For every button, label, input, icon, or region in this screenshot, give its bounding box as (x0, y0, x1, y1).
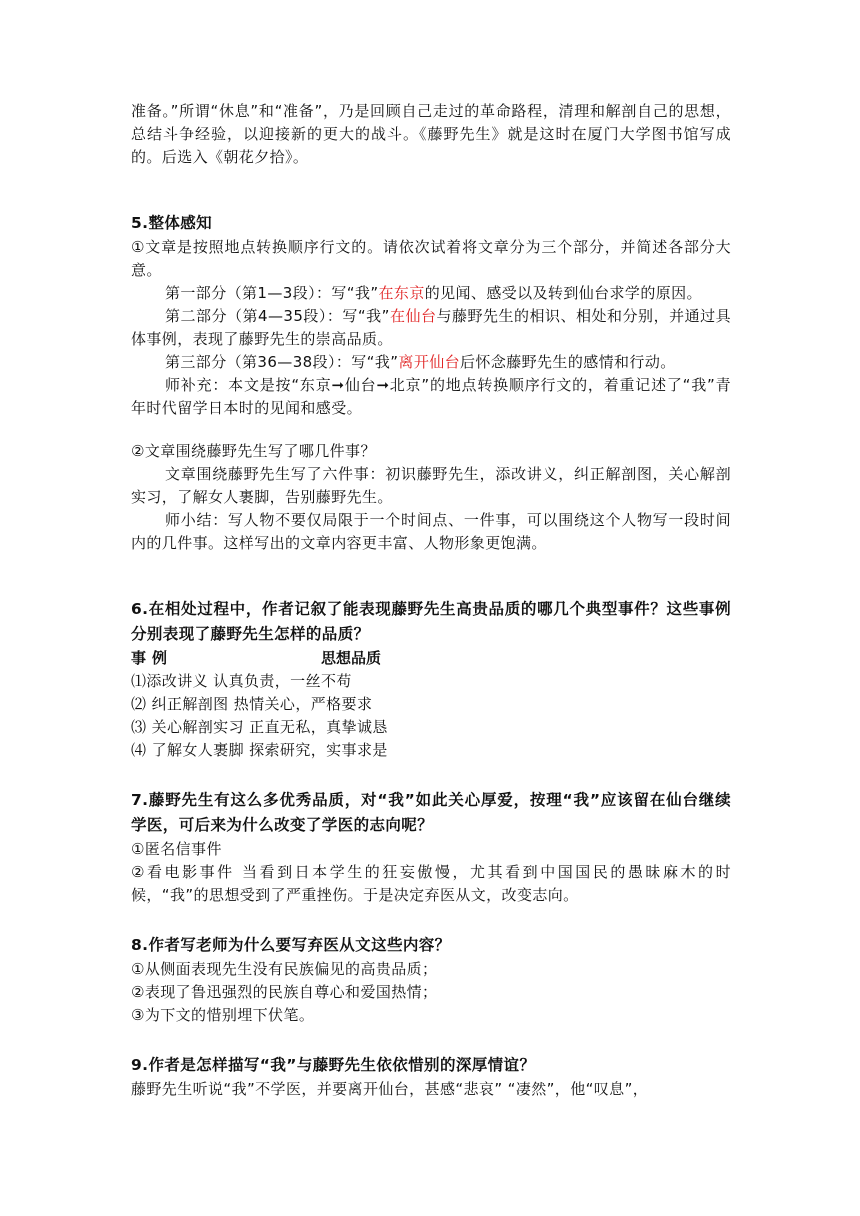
intro-paragraph: 准备。”所谓“休息”和“准备”，乃是回顾自己走过的革命路程，清理和解剖自己的思想，总结斗争经验，以迎接新的更大的战斗。《藤野先生》就是这时在厦门大学图书馆写成的。后选入《朝花夕拾》。 (131, 102, 731, 166)
section-8-answer-1: ①从侧面表现先生没有民族偏见的高贵品质； (131, 960, 438, 978)
section-5-heading: 5.整体感知 (131, 214, 213, 232)
document-body (131, 100, 731, 1101)
part-3-paragraph: 第三部分（第36—38段）：写“我”离开仙台后怀念藤野先生的感情和行动。 (165, 353, 676, 371)
section-7-heading: 7.藤野先生有这么多优秀品质，对“我”如此关心厚爱，按理“我”应该留在仙台继续学医，可后来为什么改变了学医的志向呢？ (131, 791, 731, 834)
section-8-answer-2: ②表现了鲁迅强烈的民族自尊心和爱国热情； (131, 983, 438, 1001)
section-7-answer-1: ①匿名信事件 (131, 840, 222, 858)
col-event: 事例 (131, 649, 174, 667)
event-row: ⑵ 纠正解剖图 热情关心，严格要求 (131, 695, 373, 713)
event-row: ⑷ 了解女人裹脚 探索研究，实事求是 (131, 741, 388, 759)
event-row: ⑴添改讲义 认真负责，一丝不苟 (131, 672, 352, 690)
section-9-answer-1: 藤野先生听说“我”不学医，并要离开仙台，甚感“悲哀” “凄然”，他“叹息”， (131, 1080, 649, 1098)
section-7-answer-2: ②看电影事件 当看到日本学生的狂妄傲慢，尤其看到中国国民的愚昧麻木的时候，“我”的思想受到了严重挫伤。于是决定弃医从文，改变志向。 (131, 863, 731, 904)
section-8-heading: 8.作者写老师为什么要写弃医从文这些内容？ (131, 936, 451, 954)
section-5-question-2: ②文章围绕藤野先生写了哪几件事？ (131, 442, 376, 460)
events-table-header (131, 647, 731, 670)
section-9-heading: 9.作者是怎样描写“我”与藤野先生依依惜别的深厚情谊？ (131, 1056, 536, 1074)
teacher-supplement: 师补充：本文是按“东京➞仙台➞北京”的地点转换顺序行文的，着重记述了“我”青年时代留学日本时的见闻和感受。 (131, 376, 731, 417)
section-8-answer-3: ③为下文的惜别埋下伏笔。 (131, 1006, 315, 1024)
section-6-heading: 6.在相处过程中，作者记叙了能表现藤野先生高贵品质的哪几个典型事件？这些事例分别表现了藤野先生怎样的品质？ (131, 600, 731, 643)
part-1-paragraph: 第一部分（第1—3段）：写“我”在东京的见闻、感受以及转到仙台求学的原因。 (165, 284, 702, 302)
part-2-paragraph: 第二部分（第4—35段）：写“我”在仙台与藤野先生的相识、相处和分别，并通过具体事例，表现了藤野先生的崇高品质。 (131, 307, 731, 348)
col-quality: 思想品质 (321, 649, 382, 667)
event-row: ⑶ 关心解剖实习 正直无私，真挚诚恳 (131, 718, 388, 736)
highlight-leave-sendai: 离开仙台 (398, 353, 461, 371)
teacher-summary: 师小结：写人物不要仅局限于一个时间点、一件事，可以围绕这个人物写一段时间内的几件事。这样写出的文章内容更丰富、人物形象更饱满。 (131, 511, 731, 552)
section-5-answer-2: 文章围绕藤野先生写了六件事：初识藤野先生，添改讲义，纠正解剖图，关心解剖实习，了解女人裹脚，告别藤野先生。 (131, 465, 731, 506)
section-5-question-1: ①文章是按照地点转换顺序行文的。请依次试着将文章分为三个部分，并简述各部分大意。 (131, 238, 731, 279)
highlight-sendai: 在仙台 (389, 307, 437, 325)
highlight-tokyo: 在东京 (378, 284, 425, 302)
